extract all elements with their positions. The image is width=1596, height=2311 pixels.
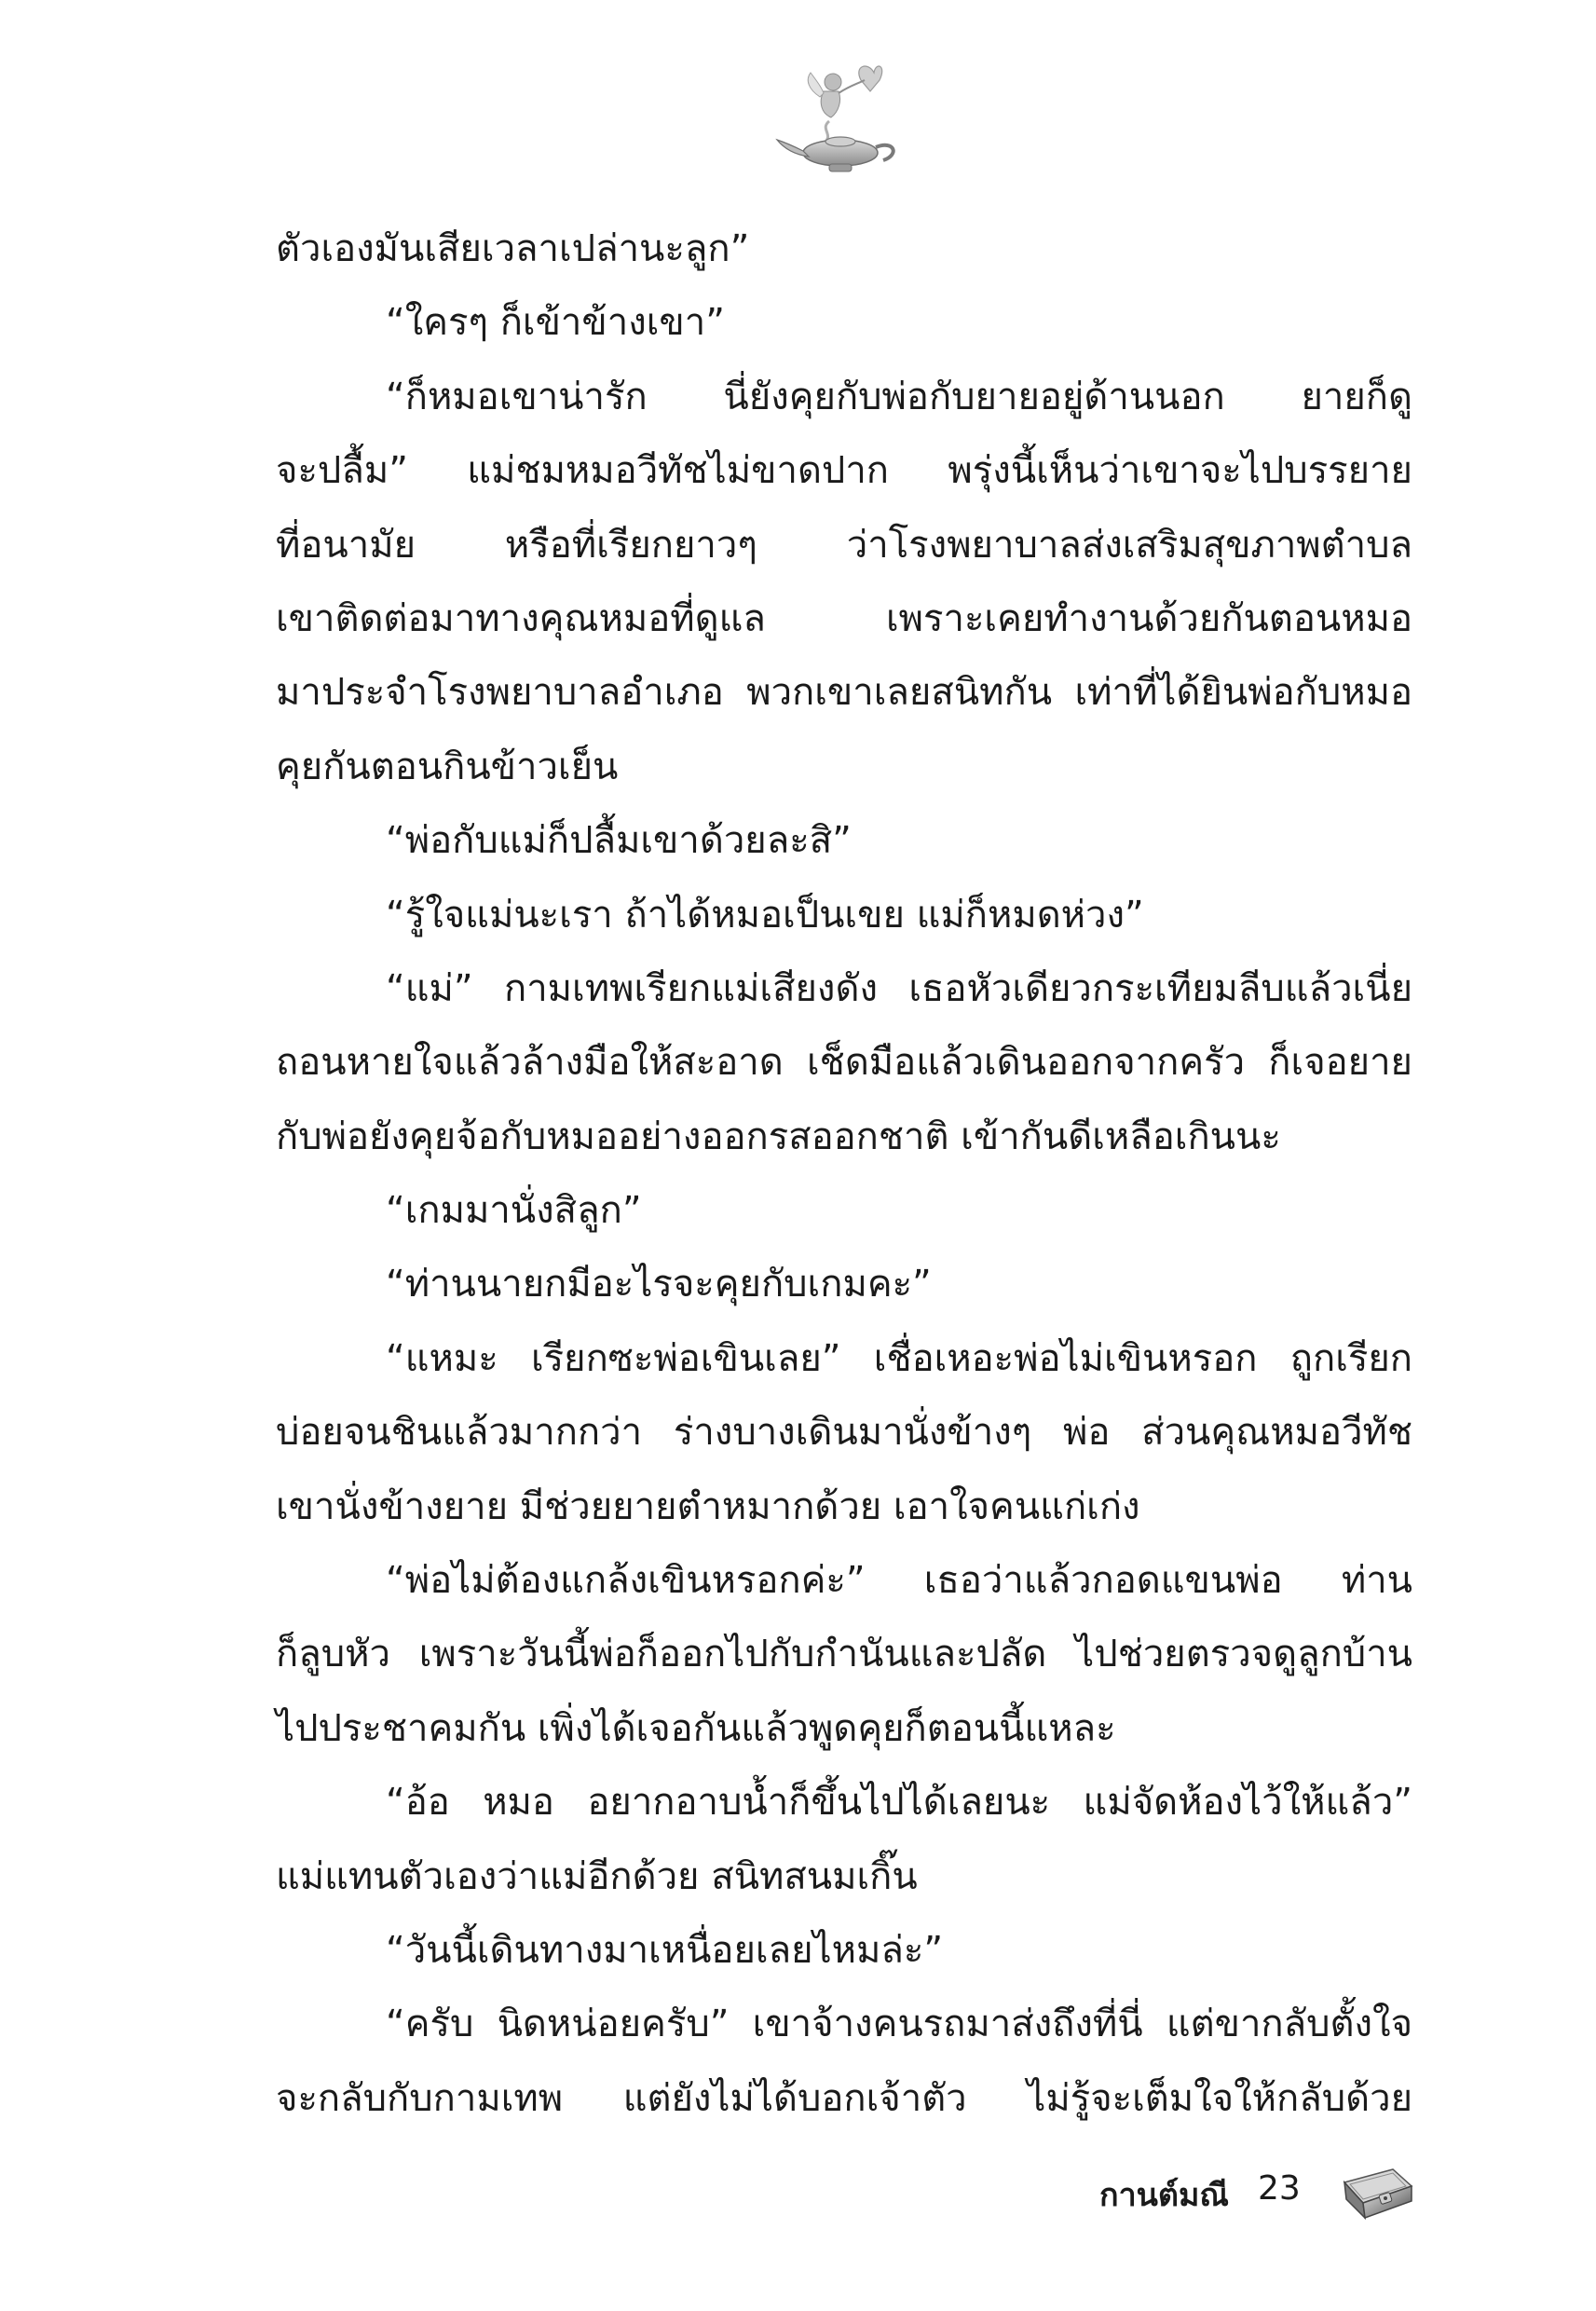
- text-line: “อ้อ หมอ อยากอาบน้ำก็ขึ้นไปได้เลยนะ แม่จัดห้องไว้ให้แล้ว”: [386, 1781, 1412, 1825]
- text-line: จะกลับกับกามเทพ แต่ยังไม่ได้บอกเจ้าตัว ไม่รู้จะเต็มใจให้กลับด้วย: [276, 2076, 1412, 2120]
- text-line: คุยกันตอนกินข้าวเย็น: [276, 745, 619, 788]
- text-line: “ท่านนายกมีอะไรจะคุยกับเกมคะ”: [386, 1263, 932, 1306]
- text-line: “ใครๆ ก็เข้าข้างเขา”: [386, 301, 725, 345]
- magic-lamp-cupid-icon: [764, 56, 913, 177]
- text-line: “ก็หมอเขาน่ารัก นี่ยังคุยกับพ่อกับยายอยู่ด้านนอก ยายก็ดู: [386, 375, 1412, 418]
- text-line: มาประจำโรงพยาบาลอำเภอ พวกเขาเลยสนิทกัน เท่าที่ได้ยินพ่อกับหมอ: [276, 671, 1412, 715]
- text-line: “รู้ใจแม่นะเรา ถ้าได้หมอเป็นเขย แม่ก็หมดห่วง”: [386, 893, 1144, 937]
- text-line: “แม่” กามเทพเรียกแม่เสียงดัง เธอหัวเดียวกระเทียมลีบแล้วเนี่ย: [386, 966, 1412, 1010]
- text-line: บ่อยจนชินแล้วมากกว่า ร่างบางเดินมานั่งข้างๆ พ่อ ส่วนคุณหมอวีทัช: [276, 1411, 1412, 1455]
- text-line: “พ่อกับแม่ก็ปลื้มเขาด้วยละสิ”: [386, 819, 852, 863]
- book-title: กานต์มณี: [1099, 2177, 1229, 2214]
- jewel-box-icon: [1337, 2162, 1416, 2223]
- text-line: “เกมมานั่งสิลูก”: [386, 1189, 642, 1233]
- text-line: ถอนหายใจแล้วล้างมือให้สะอาด เช็ดมือแล้วเดินออกจากครัว ก็เจอยาย: [276, 1041, 1412, 1085]
- text-line: จะปลื้ม” แม่ชมหมอวีทัชไม่ขาดปาก พรุ่งนี้เห็นว่าเขาจะไปบรรยาย: [276, 449, 1412, 493]
- text-line: เขาติดต่อมาทางคุณหมอที่ดูแล เพราะเคยทำงานด้วยกันตอนหมอ: [276, 596, 1412, 640]
- text-line: ไปประชาคมกัน เพิ่งได้เจอกันแล้วพูดคุยก็ตอนนี้แหละ: [276, 1706, 1116, 1750]
- text-line: ตัวเองมันเสียเวลาเปล่านะลูก”: [276, 227, 750, 270]
- text-line: กับพ่อยังคุยจ้อกับหมออย่างออกรสออกชาติ เข้ากันดีเหลือเกินนะ: [276, 1114, 1281, 1158]
- text-line: ก็ลูบหัว เพราะวันนี้พ่อก็ออกไปกับกำนันและปลัด ไปช่วยตรวจดูลูกบ้าน: [276, 1633, 1412, 1676]
- text-line: “พ่อไม่ต้องแกล้งเขินหรอกค่ะ” เธอว่าแล้วกอดแขนพ่อ ท่าน: [386, 1559, 1412, 1603]
- page-number: 23: [1258, 2169, 1301, 2208]
- text-line: ที่อนามัย หรือที่เรียกยาวๆ ว่าโรงพยาบาลส่งเสริมสุขภาพตำบล: [276, 523, 1412, 567]
- text-line: แม่แทนตัวเองว่าแม่อีกด้วย สนิทสนมเกิ๊น: [276, 1854, 918, 1898]
- text-line: “ครับ นิดหน่อยครับ” เขาจ้างคนรถมาส่งถึงที่นี่ แต่ขากลับตั้งใจ: [386, 2003, 1412, 2046]
- text-line: “แหมะ เรียกซะพ่อเขินเลย” เชื่อเหอะพ่อไม่เขินหรอก ถูกเรียก: [386, 1336, 1412, 1380]
- body-text: [276, 212, 1412, 2136]
- text-line: “วันนี้เดินทางมาเหนื่อยเลยไหมล่ะ”: [386, 1928, 944, 1972]
- text-line: เขานั่งข้างยาย มีช่วยยายตำหมากด้วย เอาใจคนแก่เก่ง: [276, 1484, 1140, 1528]
- page-footer: [1099, 2162, 1416, 2227]
